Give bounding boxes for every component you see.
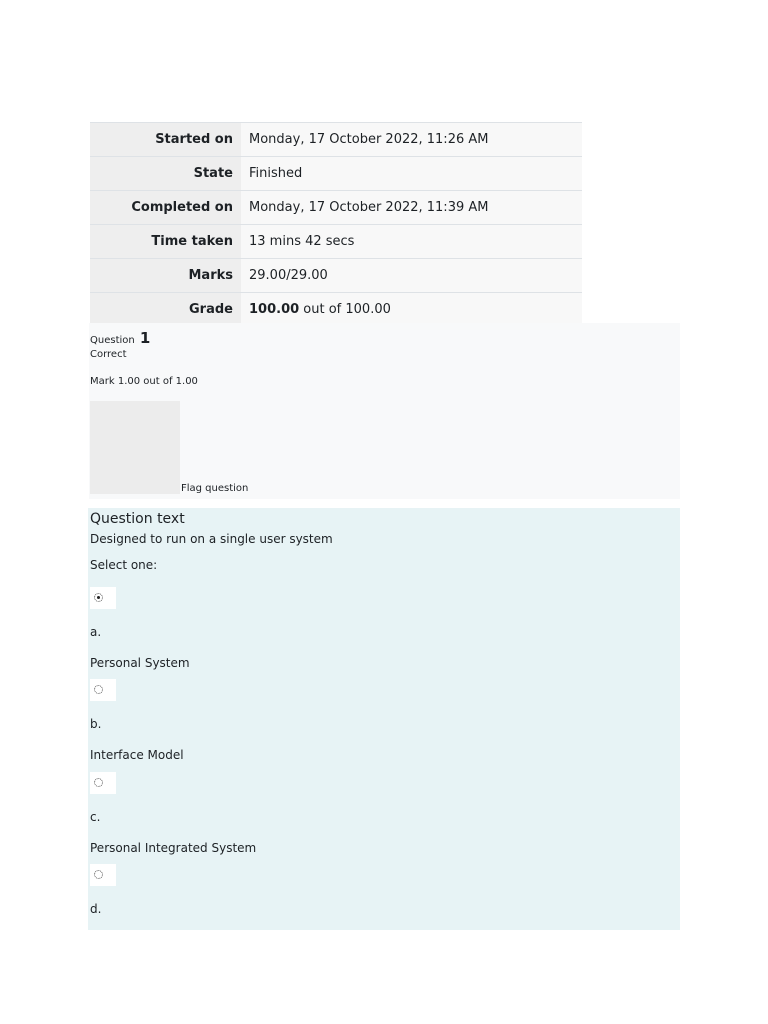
summary-value: Finished — [241, 157, 582, 191]
option-c-radio[interactable] — [90, 772, 116, 794]
radio-unchecked-icon — [94, 778, 103, 787]
summary-label: Started on — [90, 123, 241, 157]
question-info — [89, 323, 680, 499]
option-label[interactable]: Personal System — [90, 656, 190, 670]
summary-value: Monday, 17 October 2022, 11:39 AM — [241, 191, 582, 225]
option-d-radio[interactable] — [90, 864, 116, 886]
summary-row-state — [90, 157, 582, 191]
summary-label: State — [90, 157, 241, 191]
summary-label: Time taken — [90, 225, 241, 259]
summary-row-marks — [90, 259, 582, 293]
summary-row-grade — [90, 293, 582, 327]
option-label[interactable]: Interface Model — [90, 748, 184, 762]
option-letter: d. — [90, 902, 102, 916]
summary-label: Marks — [90, 259, 241, 293]
question-text: Designed to run on a single user system — [90, 532, 333, 546]
option-letter: c. — [90, 810, 101, 824]
summary-row-started — [90, 123, 582, 157]
question-content — [88, 508, 680, 930]
option-label[interactable]: Personal Integrated System — [90, 841, 257, 855]
option-a-radio[interactable] — [90, 587, 116, 609]
select-prompt: Select one: — [90, 558, 158, 572]
attempt-summary-table — [90, 122, 582, 326]
radio-unchecked-icon — [94, 685, 103, 694]
summary-label: Completed on — [90, 191, 241, 225]
summary-label: Grade — [90, 293, 241, 327]
option-letter: b. — [90, 717, 102, 731]
summary-value: 29.00/29.00 — [241, 259, 582, 293]
summary-row-time-taken — [90, 225, 582, 259]
summary-value: Monday, 17 October 2022, 11:26 AM — [241, 123, 582, 157]
radio-unchecked-icon — [94, 870, 103, 879]
question-number — [90, 329, 150, 347]
flag-icon[interactable] — [90, 401, 180, 494]
summary-value — [241, 293, 582, 327]
question-number-value: 1 — [139, 329, 151, 347]
question-grade: Mark 1.00 out of 1.00 — [90, 376, 198, 387]
option-letter: a. — [90, 625, 102, 639]
summary-value: 13 mins 42 secs — [241, 225, 582, 259]
summary-row-completed — [90, 191, 582, 225]
grade-value: 100.00 — [249, 302, 300, 317]
question-text-heading: Question text — [90, 511, 185, 527]
flag-question-link[interactable]: Flag question — [181, 483, 249, 494]
grade-out-of: out of 100.00 — [299, 302, 391, 317]
radio-checked-icon — [94, 593, 103, 602]
question-state: Correct — [90, 349, 127, 360]
question-prefix: Question — [90, 335, 135, 346]
option-b-radio[interactable] — [90, 679, 116, 701]
